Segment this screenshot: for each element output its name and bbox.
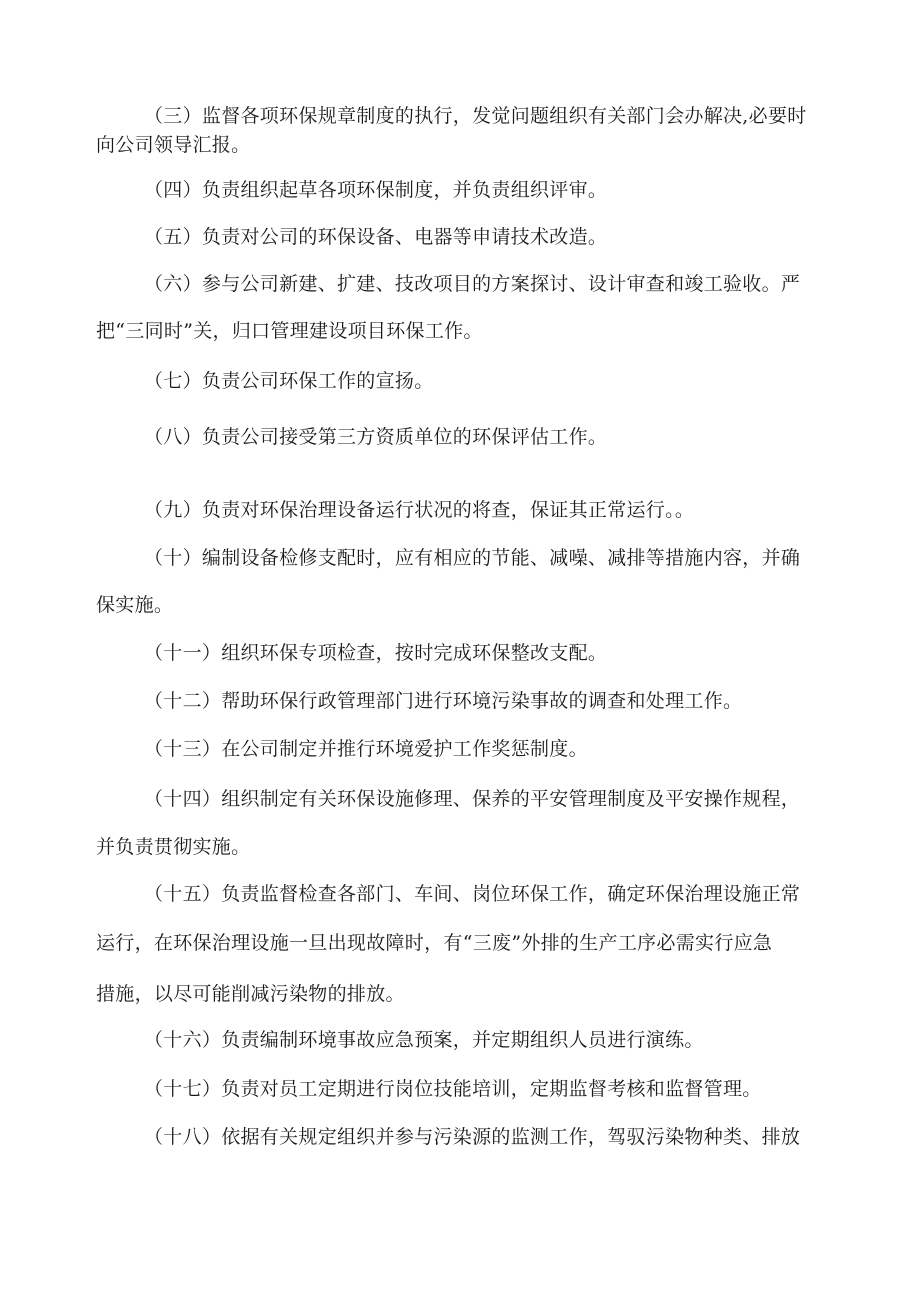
item-14-line-2: 并负责贯彻实施。 bbox=[96, 836, 251, 858]
item-12-line-1: （十二）帮助环保行政管理部门进行环境污染事故的调查和处理工作。 bbox=[144, 690, 743, 712]
item-10-line-2: 保实施。 bbox=[96, 594, 174, 616]
item-8-line-1: （八）负责公司接受第三方资质单位的环保评估工作。 bbox=[144, 426, 608, 448]
item-10-line-1: （十）编制设备检修支配时，应有相应的节能、减噪、减排等措施内容，并确 bbox=[144, 547, 801, 569]
item-3-line-1: （三）监督各项环保规章制度的执行，发觉问题组织有关部门会办解决,必要时 bbox=[144, 105, 807, 127]
item-17-line-1: （十七）负责对员工定期进行岗位技能培训，定期监督考核和监督管理。 bbox=[144, 1078, 762, 1100]
item-14-line-1: （十四）组织制定有关环保设施修理、保养的平安管理制度及平安操作规程， bbox=[144, 788, 801, 810]
item-7-line-1: （七）负责公司环保工作的宣扬。 bbox=[144, 370, 434, 392]
item-18-line-1: （十八）依据有关规定组织并参与污染源的监测工作，驾驭污染物种类、排放 bbox=[144, 1126, 801, 1148]
item-11-line-1: （十一）组织环保专项检查，按时完成环保整改支配。 bbox=[144, 642, 608, 664]
item-6-line-2: 把“三同时”关，归口管理建设项目环保工作。 bbox=[96, 320, 483, 342]
item-15-line-2: 运行，在环保治理设施一旦出现故障时，有“三废”外排的生产工序必需实行应急 bbox=[96, 932, 773, 954]
item-16-line-1: （十六）负责编制环境事故应急预案，并定期组织人员进行演练。 bbox=[144, 1029, 704, 1051]
item-6-line-1: （六）参与公司新建、扩建、技改项目的方案探讨、设计审查和竣工验收。严 bbox=[144, 273, 801, 295]
item-15-line-1: （十五）负责监督检查各部门、车间、岗位环保工作，确定环保治理设施正常 bbox=[144, 883, 801, 905]
item-13-line-1: （十三）在公司制定并推行环境爱护工作奖惩制度。 bbox=[144, 738, 588, 760]
item-5-line-1: （五）负责对公司的环保设备、电器等申请技术改造。 bbox=[144, 226, 608, 248]
item-3-line-2: 向公司领导汇报。 bbox=[96, 134, 251, 156]
item-15-line-3: 措施，以尽可能削减污染物的排放。 bbox=[96, 983, 405, 1005]
item-4-line-1: （四）负责组织起草各项环保制度，并负责组织评审。 bbox=[144, 179, 608, 201]
item-9-line-1: （九）负责对环保治理设备运行状况的将查，保证其正常运行。。 bbox=[144, 499, 695, 521]
